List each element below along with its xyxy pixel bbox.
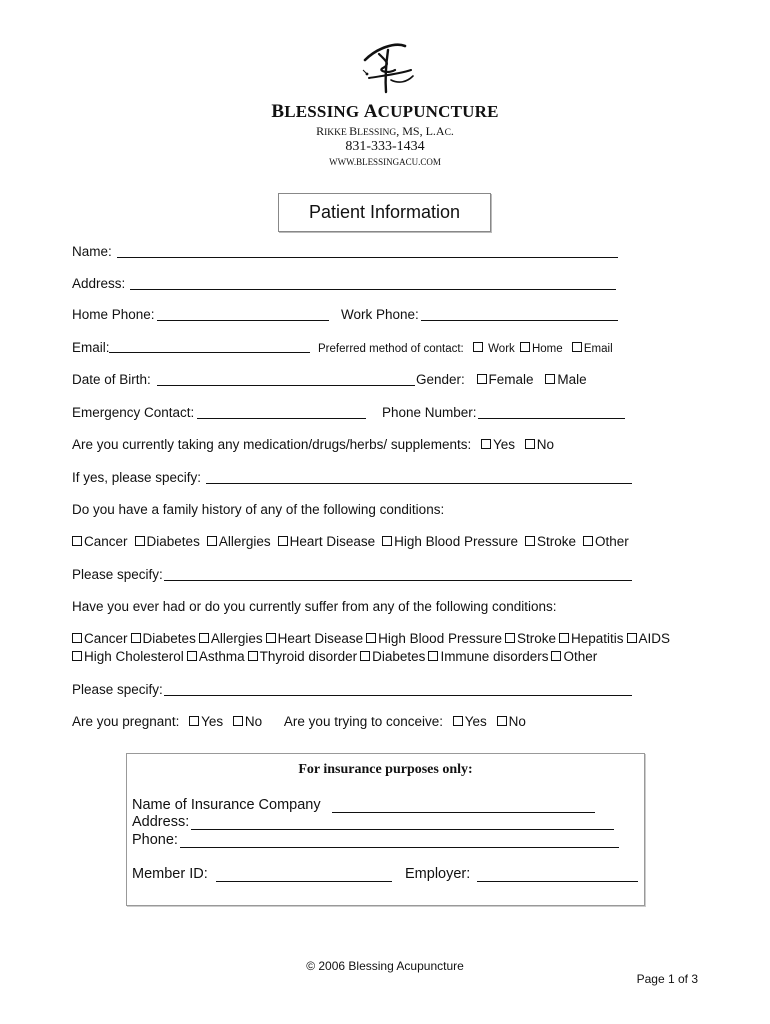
conceive-question: Are you trying to conceive: [283,714,444,729]
logo-mark [355,40,419,96]
family-conditions-row [72,534,636,550]
medication-specify-field[interactable] [206,483,632,484]
contact-option-work[interactable]: Work [473,343,515,355]
name-label: Name: [72,244,112,259]
insurance-phone-label: Phone: [132,832,178,848]
organization-name: BLESSING ACUPUNCTURE [271,101,499,122]
gender-option-female[interactable]: Female [477,372,534,387]
checkbox[interactable] [481,439,491,449]
insurance-company-label: Name of Insurance Company [132,797,321,813]
pregnant-question: Are you pregnant: [72,714,180,729]
personal-condition-heart-disease[interactable]: Heart Disease [266,631,364,646]
personal-condition-high-blood-pressure[interactable]: High Blood Pressure [366,631,502,646]
email-label: Email: [72,340,110,355]
checkbox[interactable] [520,342,530,352]
preferred-contact-label: Preferred method of contact: [318,343,464,355]
emergency-phone-field[interactable] [478,418,625,419]
personal-specify-label: Please specify: [72,682,163,697]
work-phone-label: Work Phone: [341,307,419,322]
personal-condition-aids[interactable]: AIDS [627,631,671,646]
gender-option-male[interactable]: Male [545,372,586,387]
family-condition-heart-disease[interactable]: Heart Disease [278,534,376,549]
family-condition-high-blood-pressure[interactable]: High Blood Pressure [382,534,518,549]
practitioner-credentials: RIKKE BLESSING, MS, L.AC. [316,124,454,138]
dob-field[interactable] [157,385,415,386]
personal-condition-cancer[interactable]: Cancer [72,631,128,646]
checkbox[interactable] [72,633,82,643]
family-history-question: Do you have a family history of any of the following conditions: [72,502,445,517]
pregnant-yes[interactable]: Yes [189,714,223,729]
checkbox[interactable] [453,716,463,726]
work-phone-field[interactable] [421,320,618,321]
phone-number-label: Phone Number: [382,405,477,420]
medication-row [72,437,554,453]
personal-condition-diabetes[interactable]: Diabetes [131,631,196,646]
page-number: Page 1 of 3 [636,972,698,986]
emergency-contact-field[interactable] [197,418,366,419]
checkbox[interactable] [559,633,569,643]
personal-condition-other[interactable]: Other [551,649,597,664]
family-condition-diabetes[interactable]: Diabetes [135,534,200,549]
medication-no[interactable]: No [525,437,554,452]
family-condition-allergies[interactable]: Allergies [207,534,271,549]
personal-conditions-row-1 [72,631,673,647]
checkbox[interactable] [477,374,487,384]
personal-specify-field[interactable] [164,695,632,696]
medication-question: Are you currently taking any medication/drugs/herbs/ supplements: [72,437,472,452]
preferred-contact-row [318,341,613,357]
checkbox[interactable] [572,342,582,352]
checkbox[interactable] [131,633,141,643]
checkbox[interactable] [505,633,515,643]
checkbox[interactable] [266,633,276,643]
checkbox[interactable] [627,633,637,643]
checkbox[interactable] [428,651,438,661]
personal-condition-hepatitis[interactable]: Hepatitis [559,631,624,646]
insurance-section [126,753,645,906]
personal-condition-asthma[interactable]: Asthma [187,649,245,664]
practice-phone: 831-333-1434 [345,139,425,154]
address-label: Address: [72,276,126,291]
home-phone-label: Home Phone: [72,307,155,322]
checkbox[interactable] [72,651,82,661]
form-title: Patient Information [278,193,491,232]
email-field[interactable] [109,352,310,353]
dob-label: Date of Birth: [72,372,151,387]
checkbox[interactable] [366,633,376,643]
employer-label: Employer: [405,866,471,882]
family-condition-cancer[interactable]: Cancer [72,534,128,549]
if-yes-label: If yes, please specify: [72,470,202,485]
family-condition-other[interactable]: Other [583,534,629,549]
address-field[interactable] [130,289,616,290]
contact-option-email[interactable]: Email [572,343,613,355]
medication-yes[interactable]: Yes [481,437,515,452]
checkbox[interactable] [545,374,555,384]
insurance-phone-field[interactable] [180,847,619,848]
checkbox[interactable] [382,536,392,546]
insurance-company-field[interactable] [332,812,595,813]
emergency-contact-label: Emergency Contact: [72,405,195,420]
checkbox[interactable] [525,439,535,449]
personal-condition-diabetes-2[interactable]: Diabetes [360,649,425,664]
checkbox[interactable] [497,716,507,726]
checkbox[interactable] [248,651,258,661]
copyright-notice: © 2006 Blessing Acupuncture [306,959,464,973]
contact-option-home[interactable]: Home [520,343,563,355]
checkbox[interactable] [233,716,243,726]
insurance-address-label: Address: [132,814,190,830]
personal-history-question: Have you ever had or do you currently suffer from any of the following conditions: [72,599,557,614]
checkbox[interactable] [583,536,593,546]
checkbox[interactable] [551,651,561,661]
personal-condition-immune-disorders[interactable]: Immune disorders [428,649,548,664]
checkbox[interactable] [189,716,199,726]
checkbox[interactable] [135,536,145,546]
conceive-yes[interactable]: Yes [453,714,487,729]
member-id-field[interactable] [216,881,392,882]
checkbox[interactable] [278,536,288,546]
home-phone-field[interactable] [157,320,329,321]
gender-row [416,372,587,388]
checkbox[interactable] [72,536,82,546]
employer-field[interactable] [477,881,638,882]
gender-label: Gender: [416,372,465,387]
checkbox[interactable] [199,633,209,643]
practice-website: WWW.BLESSINGACU.COM [329,157,441,167]
checkbox[interactable] [187,651,197,661]
pregnant-no[interactable]: No [233,714,262,729]
personal-condition-allergies[interactable]: Allergies [199,631,263,646]
checkbox[interactable] [473,342,483,352]
insurance-address-field[interactable] [191,829,614,830]
family-specify-label: Please specify: [72,567,163,582]
personal-conditions-row-2 [72,649,600,665]
insurance-heading: For insurance purposes only: [298,762,473,777]
personal-condition-stroke[interactable]: Stroke [505,631,556,646]
checkbox[interactable] [360,651,370,661]
checkbox[interactable] [525,536,535,546]
checkbox[interactable] [207,536,217,546]
family-condition-stroke[interactable]: Stroke [525,534,576,549]
member-id-label: Member ID: [132,866,208,882]
pregnancy-row [72,714,526,730]
name-field[interactable] [117,257,618,258]
personal-condition-thyroid-disorder[interactable]: Thyroid disorder [248,649,358,664]
family-specify-field[interactable] [164,580,632,581]
conceive-no[interactable]: No [497,714,526,729]
personal-condition-high-cholesterol[interactable]: High Cholesterol [72,649,184,664]
